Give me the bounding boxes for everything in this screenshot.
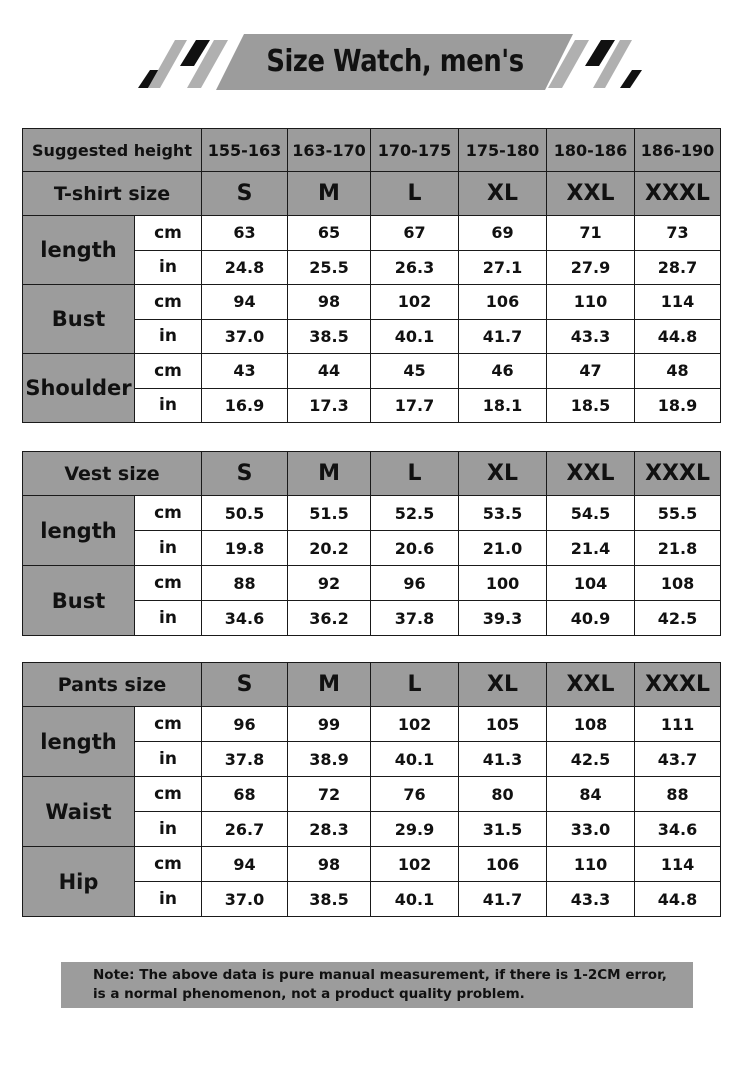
measure-value: 88 — [202, 566, 288, 601]
measure-value: 80 — [459, 777, 547, 812]
measure-value: 102 — [371, 707, 459, 742]
measure-value: 21.0 — [459, 531, 547, 566]
measure-label: Bust — [23, 566, 135, 636]
size-row — [23, 452, 721, 496]
measure-value: 34.6 — [202, 601, 288, 636]
unit-label: cm — [135, 777, 202, 812]
measure-value: 46 — [459, 354, 547, 389]
page-title: Size Watch, men's — [266, 43, 524, 79]
measure-value: 40.1 — [371, 319, 459, 354]
unit-label: in — [135, 388, 202, 423]
measure-value: 68 — [202, 777, 288, 812]
measure-value: 37.0 — [202, 882, 288, 917]
measure-value: 84 — [547, 777, 635, 812]
measure-value: 44.8 — [635, 319, 721, 354]
note-line-2: is a normal phenomenon, not a product quality problem. — [93, 986, 525, 1002]
unit-label: cm — [135, 707, 202, 742]
size-row — [23, 172, 721, 216]
measure-value: 31.5 — [459, 812, 547, 847]
vest-size-table — [22, 451, 721, 636]
measure-label: length — [23, 707, 135, 777]
measure-label: length — [23, 496, 135, 566]
measure-value: 43.3 — [547, 882, 635, 917]
measure-value: 42.5 — [635, 601, 721, 636]
measure-value: 108 — [635, 566, 721, 601]
size-name: L — [371, 452, 459, 496]
height-range: 180-186 — [547, 129, 635, 172]
unit-label: cm — [135, 496, 202, 531]
table-row — [23, 847, 721, 882]
measure-value: 94 — [202, 847, 288, 882]
measure-value: 26.7 — [202, 812, 288, 847]
measure-value: 44 — [288, 354, 371, 389]
size-name: L — [371, 172, 459, 216]
measure-value: 99 — [288, 707, 371, 742]
measure-value: 18.9 — [635, 388, 721, 423]
size-name: XXXL — [635, 172, 721, 216]
measure-value: 17.3 — [288, 388, 371, 423]
height-range: 175-180 — [459, 129, 547, 172]
measure-value: 98 — [288, 847, 371, 882]
measure-value: 65 — [288, 216, 371, 251]
unit-label: in — [135, 742, 202, 777]
measure-value: 100 — [459, 566, 547, 601]
size-name: S — [202, 452, 288, 496]
measure-value: 110 — [547, 847, 635, 882]
measure-value: 105 — [459, 707, 547, 742]
measure-value: 114 — [635, 285, 721, 320]
measure-value: 21.4 — [547, 531, 635, 566]
measure-value: 28.3 — [288, 812, 371, 847]
height-label: Suggested height — [23, 129, 202, 172]
measure-value: 54.5 — [547, 496, 635, 531]
measure-value: 102 — [371, 847, 459, 882]
measure-value: 28.7 — [635, 250, 721, 285]
measure-value: 51.5 — [288, 496, 371, 531]
measure-label: Shoulder — [23, 354, 135, 423]
measure-value: 111 — [635, 707, 721, 742]
measure-value: 38.9 — [288, 742, 371, 777]
measure-value: 53.5 — [459, 496, 547, 531]
measure-value: 43.3 — [547, 319, 635, 354]
size-name: XL — [459, 663, 547, 707]
unit-label: cm — [135, 216, 202, 251]
size-name: M — [288, 452, 371, 496]
measure-value: 71 — [547, 216, 635, 251]
measure-value: 45 — [371, 354, 459, 389]
measure-value: 44.8 — [635, 882, 721, 917]
measure-value: 25.5 — [288, 250, 371, 285]
table-row — [23, 216, 721, 251]
measure-value: 48 — [635, 354, 721, 389]
measure-value: 108 — [547, 707, 635, 742]
measure-value: 39.3 — [459, 601, 547, 636]
size-name: XXL — [547, 452, 635, 496]
measurement-note — [61, 962, 693, 1008]
measure-value: 106 — [459, 285, 547, 320]
height-range: 163-170 — [288, 129, 371, 172]
table-row — [23, 354, 721, 389]
measure-value: 98 — [288, 285, 371, 320]
note-line-1: Note: The above data is pure manual measurement, if there is 1-2CM error, — [93, 967, 667, 983]
measure-label: length — [23, 216, 135, 285]
size-row — [23, 663, 721, 707]
unit-label: in — [135, 882, 202, 917]
measure-label: Hip — [23, 847, 135, 917]
size-name: M — [288, 172, 371, 216]
measure-value: 63 — [202, 216, 288, 251]
measure-value: 50.5 — [202, 496, 288, 531]
measure-value: 40.1 — [371, 742, 459, 777]
size-name: XXXL — [635, 663, 721, 707]
measure-value: 67 — [371, 216, 459, 251]
measure-value: 38.5 — [288, 319, 371, 354]
measure-value: 38.5 — [288, 882, 371, 917]
measure-value: 27.1 — [459, 250, 547, 285]
table-row — [23, 707, 721, 742]
pants-size-table — [22, 662, 721, 917]
unit-label: in — [135, 531, 202, 566]
measure-value: 19.8 — [202, 531, 288, 566]
size-name: L — [371, 663, 459, 707]
measure-value: 76 — [371, 777, 459, 812]
size-name: XXL — [547, 663, 635, 707]
measure-value: 55.5 — [635, 496, 721, 531]
measure-value: 43 — [202, 354, 288, 389]
size-name: S — [202, 172, 288, 216]
title-banner — [0, 28, 750, 98]
measure-value: 17.7 — [371, 388, 459, 423]
measure-value: 42.5 — [547, 742, 635, 777]
unit-label: in — [135, 250, 202, 285]
size-name: XL — [459, 452, 547, 496]
measure-value: 20.2 — [288, 531, 371, 566]
measure-value: 47 — [547, 354, 635, 389]
measure-value: 41.7 — [459, 882, 547, 917]
measure-value: 106 — [459, 847, 547, 882]
size-name: XXL — [547, 172, 635, 216]
measure-value: 20.6 — [371, 531, 459, 566]
measure-value: 96 — [202, 707, 288, 742]
measure-value: 36.2 — [288, 601, 371, 636]
height-range: 186-190 — [635, 129, 721, 172]
measure-value: 72 — [288, 777, 371, 812]
size-label: T-shirt size — [23, 172, 202, 216]
measure-value: 33.0 — [547, 812, 635, 847]
measure-value: 18.1 — [459, 388, 547, 423]
size-label: Vest size — [23, 452, 202, 496]
measure-value: 24.8 — [202, 250, 288, 285]
unit-label: cm — [135, 847, 202, 882]
unit-label: cm — [135, 566, 202, 601]
size-name: S — [202, 663, 288, 707]
size-name: XXXL — [635, 452, 721, 496]
measure-value: 104 — [547, 566, 635, 601]
measure-label: Waist — [23, 777, 135, 847]
measure-value: 26.3 — [371, 250, 459, 285]
height-range: 155-163 — [202, 129, 288, 172]
table-row — [23, 566, 721, 601]
measure-value: 34.6 — [635, 812, 721, 847]
measure-value: 43.7 — [635, 742, 721, 777]
unit-label: in — [135, 319, 202, 354]
measure-value: 41.3 — [459, 742, 547, 777]
measure-label: Bust — [23, 285, 135, 354]
measure-value: 37.0 — [202, 319, 288, 354]
measure-value: 69 — [459, 216, 547, 251]
size-name: XL — [459, 172, 547, 216]
measure-value: 94 — [202, 285, 288, 320]
height-range: 170-175 — [371, 129, 459, 172]
measure-value: 114 — [635, 847, 721, 882]
measure-value: 52.5 — [371, 496, 459, 531]
unit-label: cm — [135, 285, 202, 320]
measure-value: 102 — [371, 285, 459, 320]
unit-label: in — [135, 812, 202, 847]
measure-value: 110 — [547, 285, 635, 320]
measure-value: 21.8 — [635, 531, 721, 566]
tshirt-size-table — [22, 128, 721, 423]
size-label: Pants size — [23, 663, 202, 707]
measure-value: 96 — [371, 566, 459, 601]
measure-value: 37.8 — [371, 601, 459, 636]
table-row — [23, 285, 721, 320]
measure-value: 37.8 — [202, 742, 288, 777]
table-row — [23, 777, 721, 812]
measure-value: 29.9 — [371, 812, 459, 847]
unit-label: cm — [135, 354, 202, 389]
measure-value: 92 — [288, 566, 371, 601]
measure-value: 41.7 — [459, 319, 547, 354]
measure-value: 40.1 — [371, 882, 459, 917]
measure-value: 27.9 — [547, 250, 635, 285]
measure-value: 40.9 — [547, 601, 635, 636]
measure-value: 18.5 — [547, 388, 635, 423]
measure-value: 73 — [635, 216, 721, 251]
unit-label: in — [135, 601, 202, 636]
height-row — [23, 129, 721, 172]
measure-value: 88 — [635, 777, 721, 812]
measure-value: 16.9 — [202, 388, 288, 423]
size-name: M — [288, 663, 371, 707]
table-row — [23, 496, 721, 531]
